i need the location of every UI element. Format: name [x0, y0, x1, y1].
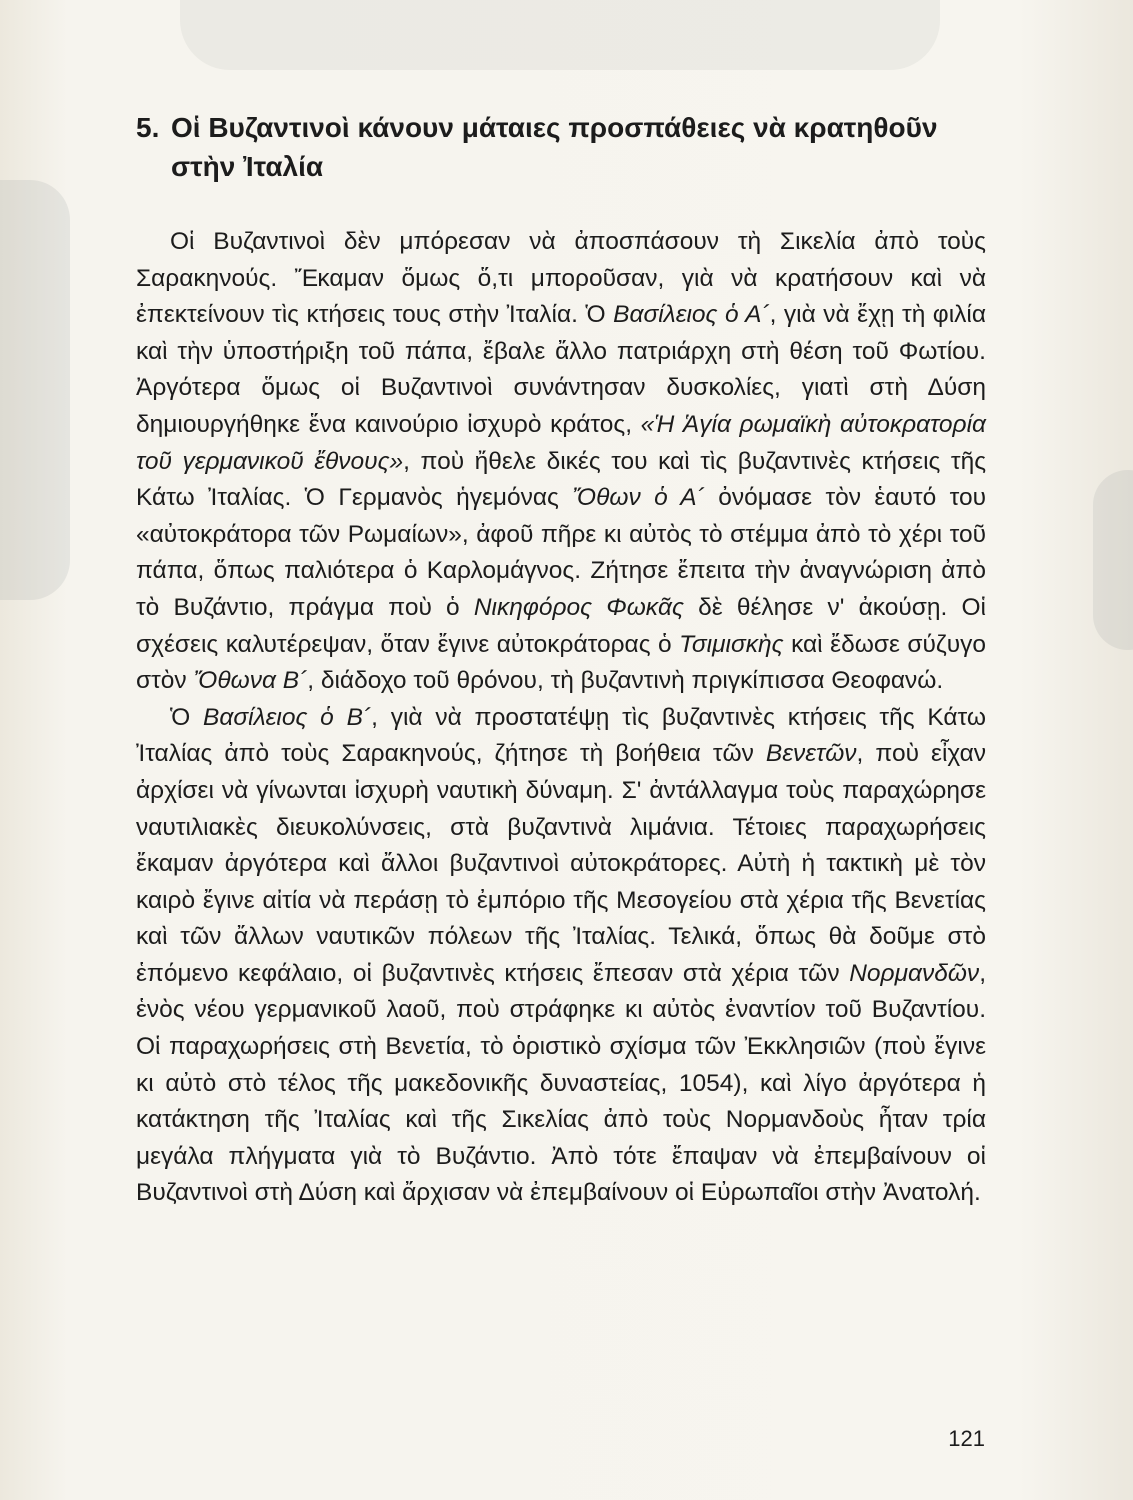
paragraph-2 — [136, 700, 986, 1212]
page-content — [136, 108, 986, 1212]
section-title-line2: στὴν Ἰταλία — [171, 151, 324, 182]
text-run: , διάδοχο τοῦ θρόνου, τὴ βυζαντινὴ πριγκίπισσα Θεοφανώ. — [307, 667, 944, 695]
emphasis-normans: Νορμανδῶν — [849, 959, 980, 987]
emphasis-otto-ii: Ὄθωνα Β´ — [193, 667, 308, 695]
text-run: , γιὰ νὰ προστατέψῃ τὶς βυζαντινὲς κτήσεις τῆς Κάτω Ἰταλίας ἀπὸ τοὺς Σαρακηνούς, ζήτησε τὴ βοήθεια τῶν — [136, 703, 986, 768]
emphasis-venetians: Βενετῶν — [765, 740, 857, 768]
text-run: , γιὰ νὰ ἔχῃ τὴ φιλία καὶ τὴν ὑποστήριξη τοῦ πάπα, ἔβαλε ἄλλο πατριάρχη στὴ θέση τοῦ Φωτίου. Ἀργότερα ὅμως οἱ Βυζαντινοὶ συνάντησαν δυσκολίες, γιατὶ στὴ Δύση δημιουργήθηκε ἕνα καινούριο ἰσχυρὸ κράτος, — [136, 301, 986, 438]
emphasis-basil-i: Βασίλειος ὁ Α´ — [613, 301, 770, 329]
section-number: 5. — [136, 112, 160, 143]
section-heading — [136, 108, 986, 186]
text-run: δὲ θέλησε ν' ἀκούσῃ. Οἱ σχέσεις καλυτέρεψαν, ὅταν ἔγινε αὐτοκράτορας ὁ — [136, 593, 986, 658]
bleed-through-shadow-right — [1093, 470, 1133, 650]
emphasis-holy-roman-empire: «Ἡ Ἁγία ρωμαϊκὴ αὐτοκρατορία τοῦ γερμανικοῦ ἔθνους» — [136, 410, 986, 475]
text-run: , ποὺ εἶχαν ἀρχίσει νὰ γίνωνται ἰσχυρὴ ναυτικὴ δύναμη. Σ' ἀντάλλαγμα τοὺς παραχώρησε ναυτιλιακὲς διευκολύνσεις, στὰ βυζαντινὰ λιμάνια. Τέτοιες παραχωρήσεις ἔκαμαν ἀργότερα καὶ ἄλλοι βυζαντινοὶ αὐτοκράτορες. Αὐτὴ ἡ τακτικὴ μὲ τὸν καιρὸ ἔγινε αἰτία νὰ περάσῃ τὸ ἐμπόριο τῆς Μεσογείου στὰ χέρια τῆς Βενετίας καὶ τῶν ἄλλων ναυτικῶν πόλεων τῆς Ἰταλίας. Τελικά, ὅπως θὰ δοῦμε στὸ ἑπόμενο κεφάλαιο, οἱ βυζαντινὲς κτήσεις ἔπεσαν στὰ χέρια τῶν — [136, 740, 986, 987]
text-run: Οἱ Βυζαντινοὶ δὲν μπόρεσαν νὰ ἀποσπάσουν τὴ Σικελία ἀπὸ τοὺς Σαρακηνούς. Ἔκαμαν ὅμως ὅ,τι μποροῦσαν, γιὰ νὰ κρατήσουν καὶ νὰ ἐπεκτείνουν τὶς κτήσεις τους στὴν Ἰταλία. Ὁ — [136, 228, 986, 329]
emphasis-tzimiskes: Τσιμισκὴς — [679, 630, 784, 658]
text-run: καὶ ἔδωσε σύζυγο στὸν — [136, 630, 986, 695]
text-run: Ὁ — [170, 703, 204, 731]
text-run: ὀνόμασε τὸν ἑαυτό του «αὐτοκράτορα τῶν Ρωμαίων», ἀφοῦ πῆρε κι αὐτὸς τὸ στέμμα ἀπὸ τὸ χέρι τοῦ πάπα, ὅπως παλιότερα ὁ Καρλομάγνος. Ζήτησε ἔπειτα τὴν ἀναγνώριση ἀπὸ τὸ Βυζάντιο, πράγμα ποὺ ὁ — [136, 484, 987, 621]
text-run: , ποὺ ἤθελε δικές του καὶ τὶς βυζαντινὲς κτήσεις τῆς Κάτω Ἰταλίας. Ὁ Γερμανὸς ἡγεμόνας — [136, 447, 986, 512]
body-text — [136, 224, 986, 1212]
bleed-through-shadow-left — [0, 180, 70, 600]
page-number: 121 — [948, 1426, 985, 1451]
emphasis-basil-ii: Βασίλειος ὁ Β´ — [203, 703, 372, 731]
bleed-through-shadow-top — [180, 0, 940, 70]
section-title-line1: Οἱ Βυζαντινοὶ κάνουν μάταιες προσπάθειες νὰ κρατηθοῦν — [171, 112, 938, 143]
emphasis-nikephoros-phokas: Νικηφόρος Φωκᾶς — [473, 593, 684, 621]
emphasis-otto-i: Ὄθων ὁ Α´ — [572, 484, 705, 512]
text-run: , ἑνὸς νέου γερμανικοῦ λαοῦ, ποὺ στράφηκε κι αὐτὸς ἐναντίον τοῦ Βυζαντίου. Οἱ παραχωρήσεις στὴ Βενετία, τὸ ὁριστικὸ σχίσμα τῶν Ἐκκλησιῶν (ποὺ ἔγινε κι αὐτὸ στὸ τέλος τῆς μακεδονικῆς δυναστείας, 1054), καὶ λίγο ἀργότερα ἡ κατάκτηση τῆς Ἰταλίας καὶ τῆς Σικελίας ἀπὸ τοὺς Νορμανδοὺς ἦταν τρία μεγάλα πλήγματα γιὰ τὸ Βυζάντιο. Ἀπὸ τότε ἔπαψαν νὰ ἐπεμβαίνουν οἱ Βυζαντινοὶ στὴ Δύση καὶ ἄρχισαν νὰ ἐπεμβαίνουν οἱ Εὐρωπαῖοι στὴν Ἀνατολή. — [136, 959, 986, 1207]
paragraph-1 — [136, 224, 986, 700]
